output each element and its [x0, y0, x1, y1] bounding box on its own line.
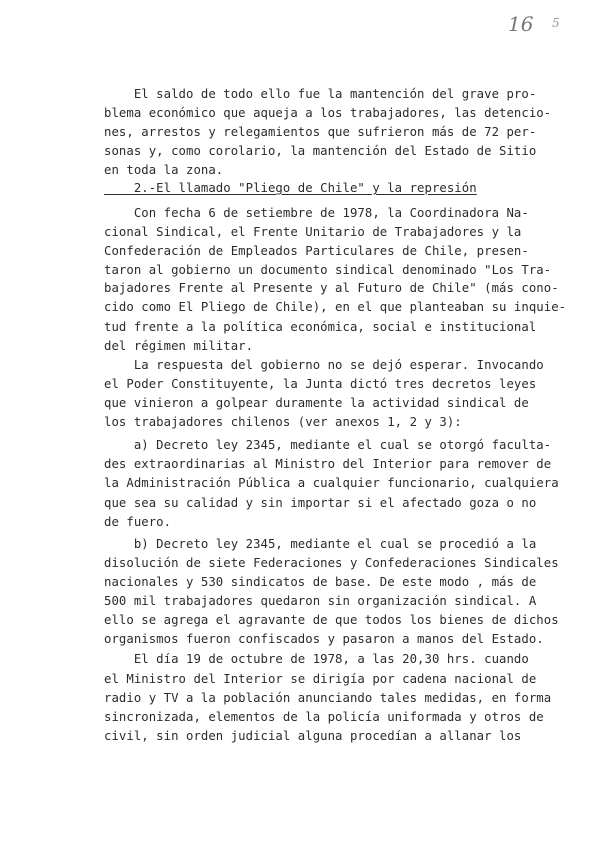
text-line: La respuesta del gobierno no se dejó esperar. Invocando: [104, 358, 544, 372]
section-heading: 2.-El llamado "Pliego de Chile" y la represión: [104, 181, 477, 195]
text-line: el Poder Constituyente, la Junta dictó tres decretos leyes: [104, 377, 537, 391]
text-line: tud frente a la política económica, social e institucional: [104, 320, 537, 334]
text-line: ello se agrega el agravante de que todos los bienes de dichos: [104, 613, 559, 627]
text-line: a) Decreto ley 2345, mediante el cual se otorgó faculta-: [104, 438, 552, 452]
text-line: El día 19 de octubre de 1978, a las 20,30 hrs. cuando: [104, 652, 529, 666]
text-line: civil, sin orden judicial alguna procedían a allanar los: [104, 729, 522, 743]
text-line: nes, arrestos y relegamientos que sufrieron más de 72 per-: [104, 125, 537, 139]
text-line: cional Sindical, el Frente Unitario de Trabajadores y la: [104, 225, 522, 239]
text-line: los trabajadores chilenos (ver anexos 1, 2 y 3):: [104, 415, 462, 429]
text-line: bajadores Frente al Presente y al Futuro de Chile" (más cono-: [104, 281, 559, 295]
text-line: nacionales y 530 sindicatos de base. De este modo , más de: [104, 575, 537, 589]
text-line: que vinieron a golpear duramente la actividad sindical de: [104, 396, 529, 410]
text-line: el Ministro del Interior se dirigía por cadena nacional de: [104, 672, 537, 686]
text-line: taron al gobierno un documento sindical denominado "Los Tra-: [104, 263, 552, 277]
text-line: b) Decreto ley 2345, mediante el cual se procedió a la: [104, 537, 537, 551]
text-line: cido como El Pliego de Chile), en el que planteaban su inquie-: [104, 300, 567, 314]
text-line: disolución de siete Federaciones y Confederaciones Sindicales: [104, 556, 559, 570]
text-line: que sea su calidad y sin importar si el afectado goza o no: [104, 496, 537, 510]
text-line: Con fecha 6 de setiembre de 1978, la Coordinadora Na-: [104, 206, 529, 220]
corner-mark: 5: [552, 16, 560, 30]
text-line: en toda la zona.: [104, 163, 224, 177]
text-line: radio y TV a la población anunciando tales medidas, en forma: [104, 691, 552, 705]
text-line: blema económico que aqueja a los trabajadores, las detencio-: [104, 106, 552, 120]
text-line: de fuero.: [104, 515, 172, 529]
text-line: organismos fueron confiscados y pasaron a manos del Estado.: [104, 632, 544, 646]
text-line: 500 mil trabajadores quedaron sin organización sindical. A: [104, 594, 537, 608]
text-line: des extraordinarias al Ministro del Interior para remover de: [104, 457, 552, 471]
text-line: Confederación de Empleados Particulares de Chile, presen-: [104, 244, 529, 258]
text-line: El saldo de todo ello fue la mantención del grave pro-: [104, 87, 537, 101]
text-line: sonas y, como corolario, la mantención del Estado de Sitio: [104, 144, 537, 158]
text-line: la Administración Pública a cualquier funcionario, cualquiera: [104, 476, 559, 490]
text-line: del régimen militar.: [104, 339, 254, 353]
page-number: 16: [508, 12, 534, 36]
text-line: sincronizada, elementos de la policía uniformada y otros de: [104, 710, 544, 724]
